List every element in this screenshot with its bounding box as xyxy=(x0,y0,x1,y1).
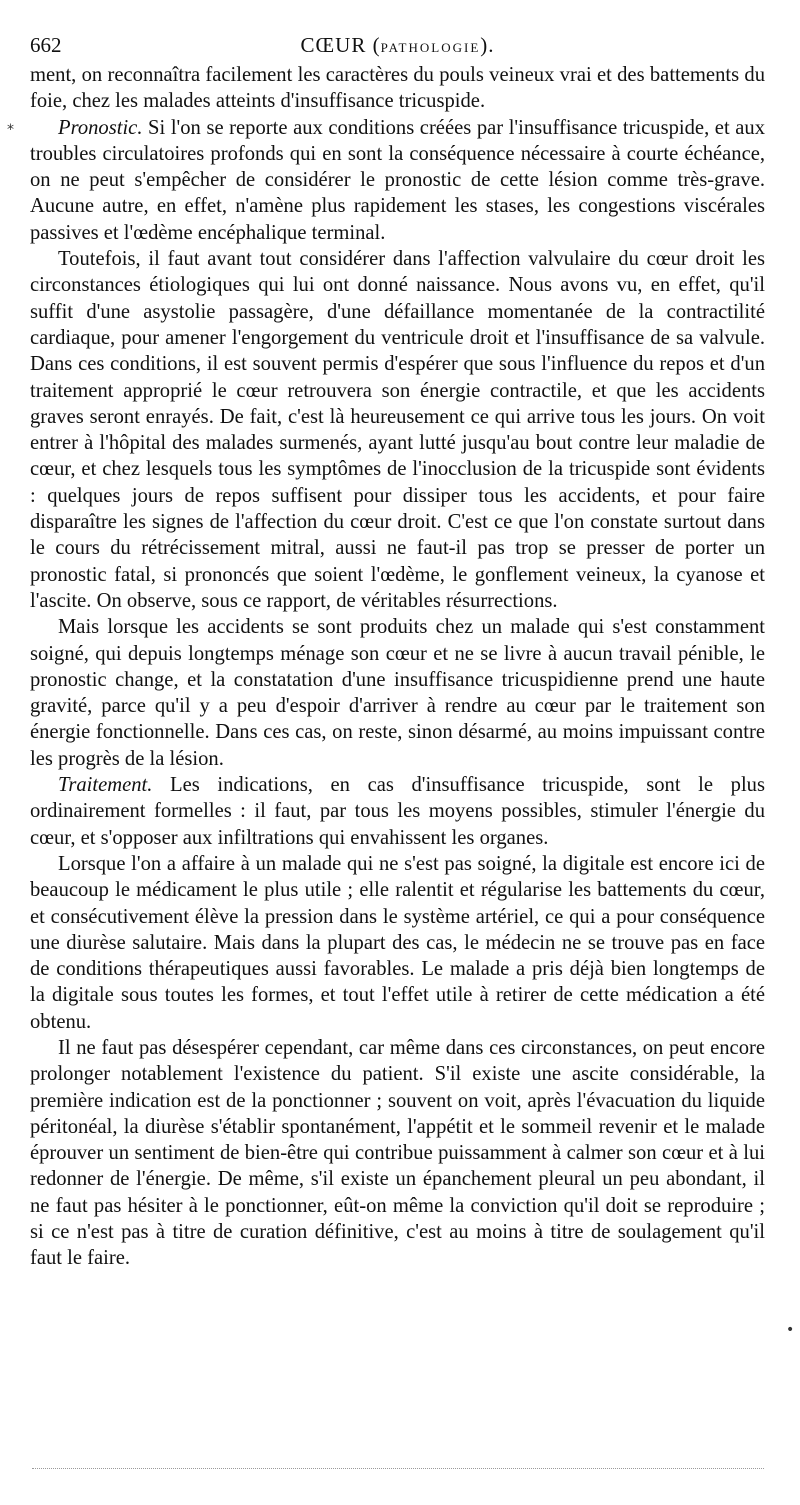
paragraph-lorsque xyxy=(30,851,765,1035)
running-title-open: ( xyxy=(366,33,381,57)
paragraph-continuation xyxy=(30,62,765,115)
body-text xyxy=(30,62,765,1272)
running-title-close: ). xyxy=(480,33,495,57)
paragraph-text: Lorsque l'on a affaire à un malade qui ne s'est pas soigné, la digitale est encore ici de beaucoup le médicament le plus utile ; elle ralentit et régularise les battements du cœur, et consécutivement élève la pression dans le système artériel, ce qui a pour conséquence une diurèse salutaire. Mais dans la plupart des cas, le médecin ne se trouve pas en face de conditions thérapeutiques aussi favorables. Le malade a pris déjà bien longtemps de la digitale sous toutes les formes, et tout l'effet utile à retirer de cette médication a été obtenu. xyxy=(30,852,765,1033)
section-heading-pronostic: Pronostic. xyxy=(58,116,143,139)
running-title-main: CŒUR xyxy=(300,33,367,57)
paragraph-text: Il ne faut pas désespérer cependant, car même dans ces circonstances, on peut encore prolonger notablement l'existence du patient. S'il existe une ascite considérable, la première indication est de la ponctionner ; souvent on voit, après l'évacuation du liquide péritonéal, la diurèse s'établir spontanément, l'appétit et le sommeil revenir et le malade éprouver un sentiment de bien-être qui contribue puissamment à calmer son cœur et à lui redonner de l'énergie. De même, s'il existe un épanchement pleural un peu abondant, il ne faut pas hésiter à le ponctionner, eût-on même la conviction qu'il doit se reproduire ; si ce n'est pas à titre de curation définitive, c'est au moins à titre de soulagement qu'il faut le faire. xyxy=(30,1036,765,1270)
paragraph-toutefois xyxy=(30,246,765,614)
paragraph-text: Mais lorsque les accidents se sont produits chez un malade qui s'est constamment soigné, qui depuis longtemps ménage son cœur et ne se livre à aucun travail pénible, le pronostic change, et la constatation d'une insuffisance tricuspidienne prend une haute gravité, parce qu'il y a peu d'espoir d'arriver à rendre au cœur par le traitement son énergie fonctionnelle. Dans ces cas, on reste, sinon désarmé, au moins impuissant contre les progrès de la lésion. xyxy=(30,616,765,770)
bottom-rule xyxy=(32,1468,764,1469)
page-number: 662 xyxy=(30,33,62,57)
margin-dot-mark: • xyxy=(786,1322,795,1338)
paragraph-text: Toutefois, il faut avant tout considérer dans l'affection valvulaire du cœur droit les circonstances étiologiques qui lui ont donné naissance. Nous avons vu, en effet, qu'il suffit d'une asystolie passagère, d'une défaillance momentanée de la contractilité cardiaque, pour amener l'engorgement du ventricule droit et l'insuffisance de sa valvule. Dans ces conditions, il est souvent permis d'espérer que sous l'influence du repos et d'un traitement approprié le cœur retrouvera son énergie contractile, et que les accidents graves seront enrayés. De fait, c'est là heureusement ce qui arrive tous les jours. On voit entrer à l'hôpital des malades surmenés, ayant lutté jusqu'au bout contre leur maladie de cœur, et chez lesquels tous les symptômes de l'inocclusion de la tricuspide sont évidents : quelques jours de repos suffisent pour dissiper tous les accidents, et pour faire disparaître les signes de l'affection du cœur droit. C'est ce que l'on constate surtout dans le cours du rétrécissement mitral, aussi ne faut-il pas trop se presser de porter un pronostic fatal, si prononcés que soient l'œdème, le gonflement veineux, la cyanose et l'ascite. On observe, sous ce rapport, de véritables résurrections. xyxy=(30,248,765,612)
paragraph-mais-lorsque xyxy=(30,614,765,772)
section-heading-traitement: Traitement. xyxy=(58,774,153,797)
running-title-sub: PATHOLOGIE xyxy=(380,40,481,55)
margin-asterisk-mark: * xyxy=(7,122,14,138)
page xyxy=(30,28,765,1272)
running-head xyxy=(30,28,765,62)
paragraph-traitement xyxy=(30,772,765,851)
paragraph-text: Si l'on se reporte aux conditions créées par l'insuffisance tricuspide, et aux troubles circulatoires profonds qui en sont la conséquence nécessaire à courte échéance, on ne peut s'empêcher de considérer le pronostic de cette lésion comme très-grave. Aucune autre, en effet, n'amène plus rapidement les stases, les congestions viscérales passives et l'œdème encéphalique terminal. xyxy=(30,116,765,244)
paragraph-text: Les indications, en cas d'insuffisance tricuspide, sont le plus ordinairement formelles : il faut, par tous les moyens possibles, stimuler l'énergie du cœur, et s'opposer aux infiltrations qui envahissent les organes. xyxy=(30,774,765,849)
paragraph-il-ne-faut xyxy=(30,1035,765,1272)
running-title xyxy=(30,28,765,65)
paragraph-text: ment, on reconnaîtra facilement les caractères du pouls veineux vrai et des battements du foie, chez les malades atteints d'insuffisance tricuspide. xyxy=(30,64,765,113)
paragraph-pronostic xyxy=(30,115,765,246)
